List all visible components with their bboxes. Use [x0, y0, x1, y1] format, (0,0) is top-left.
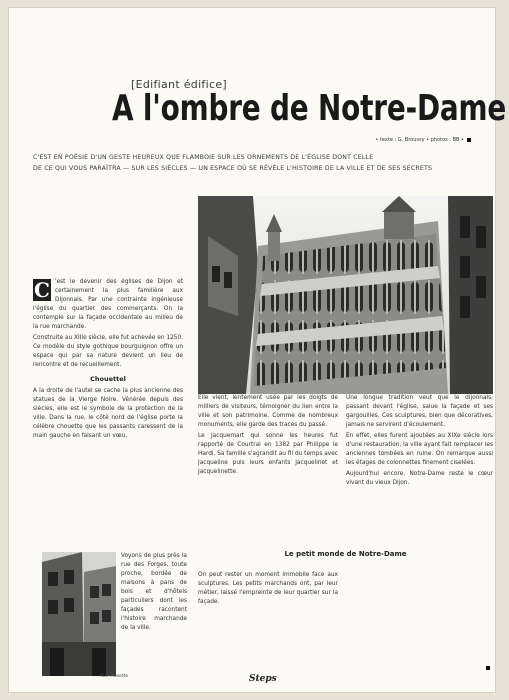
- middle-column: [198, 394, 338, 479]
- middle-paragraph: Elle vient, lentement usée par les doigts de milliers de visiteurs, témoigner du lien entre la ville et son patrimoine. Comme de nombreux monuments, elle garde des traces du passé.: [198, 395, 338, 428]
- intro-line: DE CE QUI VOUS PARAÎTRA — SUR LES SIÈCLES — UN ESPACE OÙ SE RÉVÈLE L'HISTOIRE DE LA VILLE ET DE SES SECRETS: [33, 164, 433, 172]
- street-photo: [42, 552, 116, 676]
- section-subhead-wide: Le petit monde de Notre-Dame: [284, 550, 407, 558]
- right-paragraph: Une longue tradition veut que le dijonnais, passant devant l'église, salue la façade et ses gargouilles. Ces sculptures, bien que décoratives, jamais ne servirent d'écoulement.: [346, 395, 493, 428]
- left-paragraph: [33, 278, 183, 332]
- left-paragraph: Construite au XIIIe siècle, elle fut achevée en 1250. Ce modèle du style gothique bourguignon offre un espace qui par sa nature devient un lieu de rencontre et de recueillement.: [33, 334, 183, 368]
- left-paragraph-text: 'est le devenir des églises de Dijon et certainement la plus familière aux Dijonnais. Par une contrainte ingénieuse l'église du quartier des commerçants. On la contemple sur la façade occidentale au milieu de la rue marchande.: [33, 279, 183, 330]
- left-column: [33, 278, 183, 443]
- middle-lower-paragraph: On peut rester un moment immobile face aux sculptures. Les petits marchands ont, par leur métier, laissé l'empreinte de leur quartier sur la façade.: [198, 571, 338, 605]
- middle-paragraph: Le Jacquemart qui sonne les heures fut rapporté de Courtrai en 1382 par Philippe le Hardi. Sa famille s'agrandit au fil du temps avec Jacqueline puis leurs enfants Jacquelinet et Jacquelinette.: [198, 432, 338, 475]
- right-paragraph: En effet, elles furent ajoutées au XIXe siècle lors d'une restauration, la ville ayant fait remplacer les anciennes tombées en ruine. On remarque aussi les étages de colonnettes finement ciselées.: [346, 432, 493, 466]
- end-mark-icon: [486, 666, 490, 670]
- street-illustration: [42, 552, 116, 676]
- drop-cap: C: [34, 278, 50, 302]
- magazine-page: [9, 8, 507, 692]
- street-photo-caption: Rue Musette: [100, 674, 129, 679]
- article-kicker: [Edifiant édifice]: [131, 78, 227, 91]
- right-column: [346, 394, 493, 490]
- photo-side-text: [121, 552, 187, 633]
- photo-side-paragraph: Voyons de plus près la rue des Forges, toute proche, bordée de maisons à pans de bois et d'hôtels particuliers dont les façades racontent l'histoire marchande de la ville.: [121, 553, 187, 631]
- article-title: A l'ombre de Notre-Dame: [112, 88, 507, 129]
- right-paragraph: Aujourd'hui encore, Notre-Dame reste le cœur vivant du vieux Dijon.: [346, 470, 493, 486]
- middle-column-lower: [198, 565, 338, 613]
- article-byline: [375, 137, 471, 143]
- section-subhead: Chouettel: [90, 374, 126, 383]
- byline-text: • texte : G. Broussy • photos : BB •: [375, 137, 464, 143]
- magazine-logo: Steps: [249, 674, 277, 684]
- square-bullet-icon: [467, 138, 471, 142]
- notre-dame-facade-photo: [198, 196, 493, 394]
- facade-illustration: [198, 196, 493, 394]
- intro-line: C'EST EN POÉSIE D'UN GESTE HEUREUX QUE FLAMBOIE SUR LES ORNEMENTS DE L'ÉGLISE DONT CELLE: [33, 154, 374, 161]
- article-intro: [33, 153, 495, 175]
- left-paragraph: A la droite de l'autel se cache la plus ancienne des statues de la Vierge Noire. Vénérée depuis des siècles, elle est le symbole de la protection de la ville. Dans la rue, le côté nord de l'église porte la célèbre chouette que les passants caressent de la main gauche en faisant un vœu.: [33, 387, 183, 439]
